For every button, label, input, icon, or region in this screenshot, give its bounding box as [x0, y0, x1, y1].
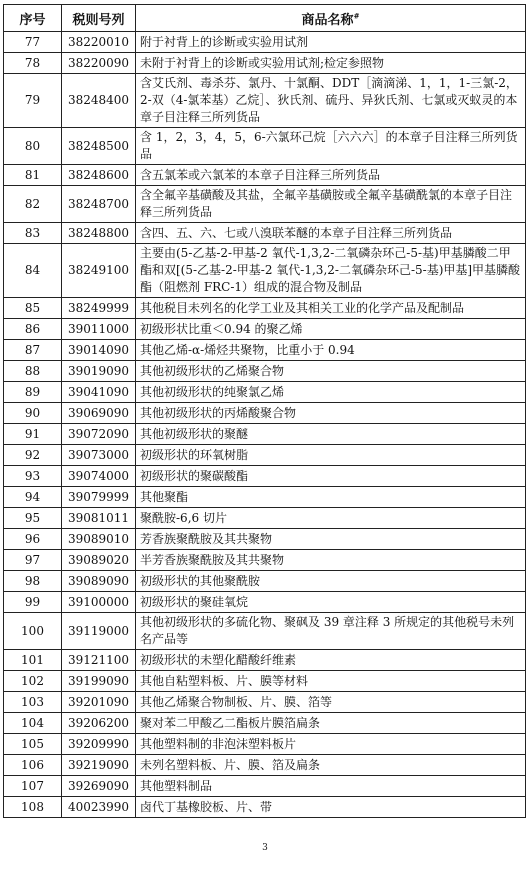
- name-cell: 其他初级形状的聚醚: [136, 424, 526, 445]
- header-row: [4, 5, 526, 32]
- seq-cell: 106: [4, 755, 62, 776]
- code-cell: 39219090: [62, 755, 136, 776]
- name-cell: 主要由(5-乙基-2-甲基-2 氧代-1,3,2-二氧磷杂环己-5-基)甲基膦酸二甲酯和双[(5-乙基-2-甲基-2 氧代-1,3,2-二氧磷杂环己-5-基)甲基]甲基膦酸酯（阻燃剂 FRC-1）组成的混合物及制品: [136, 244, 526, 298]
- name-cell: 其他初级形状的纯聚氯乙烯: [136, 382, 526, 403]
- code-cell: 38220010: [62, 32, 136, 53]
- table-row: [4, 755, 526, 776]
- table-row: [4, 734, 526, 755]
- table-row: [4, 32, 526, 53]
- name-cell: 含艾氏剂、毒杀芬、氯丹、十氯酮、DDT［滴滴涕、1，1，1-三氯-2，2-双（4-氯苯基）乙烷］、狄氏剂、硫丹、异狄氏剂、七氯或灭蚁灵的本章子目注释三所列货品: [136, 74, 526, 128]
- name-cell: 其他塑料制品: [136, 776, 526, 797]
- header-name-label: 商品名称: [301, 12, 354, 28]
- code-cell: 39074000: [62, 466, 136, 487]
- seq-cell: 97: [4, 550, 62, 571]
- code-cell: 38220090: [62, 53, 136, 74]
- table-body: [4, 32, 526, 818]
- code-cell: 39121100: [62, 650, 136, 671]
- seq-cell: 79: [4, 74, 62, 128]
- code-cell: 39041090: [62, 382, 136, 403]
- table-row: [4, 128, 526, 165]
- table-row: [4, 550, 526, 571]
- seq-cell: 102: [4, 671, 62, 692]
- code-cell: 38249100: [62, 244, 136, 298]
- table-row: [4, 445, 526, 466]
- seq-cell: 78: [4, 53, 62, 74]
- table-row: [4, 223, 526, 244]
- seq-cell: 96: [4, 529, 62, 550]
- seq-cell: 85: [4, 298, 62, 319]
- name-cell: 聚对苯二甲酸乙二酯板片膜箔扁条: [136, 713, 526, 734]
- seq-cell: 84: [4, 244, 62, 298]
- name-cell: 其他乙烯-α-烯烃共聚物，比重小于 0.94: [136, 340, 526, 361]
- table-row: [4, 424, 526, 445]
- name-cell: 芳香族聚酰胺及其共聚物: [136, 529, 526, 550]
- table-row: [4, 403, 526, 424]
- name-cell: 其他自粘塑料板、片、膜等材料: [136, 671, 526, 692]
- table-row: [4, 592, 526, 613]
- code-cell: 39089010: [62, 529, 136, 550]
- code-cell: 38248400: [62, 74, 136, 128]
- seq-cell: 83: [4, 223, 62, 244]
- seq-cell: 98: [4, 571, 62, 592]
- code-cell: 39089020: [62, 550, 136, 571]
- name-cell: 其他税目未列名的化学工业及其相关工业的化学产品及配制品: [136, 298, 526, 319]
- table-row: [4, 382, 526, 403]
- seq-cell: 93: [4, 466, 62, 487]
- code-cell: 39019090: [62, 361, 136, 382]
- code-cell: 39199090: [62, 671, 136, 692]
- code-cell: 39119000: [62, 613, 136, 650]
- table-row: [4, 244, 526, 298]
- table-row: [4, 165, 526, 186]
- code-cell: 39069090: [62, 403, 136, 424]
- table-row: [4, 74, 526, 128]
- header-seq: 序号: [4, 5, 62, 32]
- name-cell: 半芳香族聚酰胺及其共聚物: [136, 550, 526, 571]
- code-cell: 38248700: [62, 186, 136, 223]
- table-row: [4, 319, 526, 340]
- table-row: [4, 671, 526, 692]
- table-row: [4, 466, 526, 487]
- table-row: [4, 571, 526, 592]
- name-cell: 初级形状的环氧树脂: [136, 445, 526, 466]
- table-row: [4, 713, 526, 734]
- seq-cell: 101: [4, 650, 62, 671]
- seq-cell: 88: [4, 361, 62, 382]
- seq-cell: 90: [4, 403, 62, 424]
- code-cell: 38248800: [62, 223, 136, 244]
- name-cell: 未列名塑料板、片、膜、箔及扁条: [136, 755, 526, 776]
- code-cell: 39201090: [62, 692, 136, 713]
- code-cell: 39073000: [62, 445, 136, 466]
- code-cell: 39100000: [62, 592, 136, 613]
- name-cell: 其他初级形状的多硫化物、聚砜及 39 章注释 3 所规定的其他税号未列名产品等: [136, 613, 526, 650]
- code-cell: 39011000: [62, 319, 136, 340]
- page-number: 3: [262, 843, 268, 853]
- goods-table: [3, 4, 526, 818]
- name-cell: 其他乙烯聚合物制板、片、膜、箔等: [136, 692, 526, 713]
- table-row: [4, 487, 526, 508]
- name-cell: 未附于衬背上的诊断或实验用试剂;检定参照物: [136, 53, 526, 74]
- name-cell: 初级形状的其他聚酰胺: [136, 571, 526, 592]
- code-cell: 38248500: [62, 128, 136, 165]
- table-row: [4, 508, 526, 529]
- code-cell: 39014090: [62, 340, 136, 361]
- seq-cell: 107: [4, 776, 62, 797]
- table-row: [4, 340, 526, 361]
- code-cell: 38249999: [62, 298, 136, 319]
- code-cell: 38248600: [62, 165, 136, 186]
- code-cell: 39079999: [62, 487, 136, 508]
- header-name: [136, 5, 526, 32]
- seq-cell: 94: [4, 487, 62, 508]
- table-row: [4, 650, 526, 671]
- name-cell: 含四、五、六、七或八溴联苯醚的本章子目注释三所列货品: [136, 223, 526, 244]
- name-cell: 初级形状的未塑化醋酸纤维素: [136, 650, 526, 671]
- name-cell: 其他聚酯: [136, 487, 526, 508]
- seq-cell: 80: [4, 128, 62, 165]
- name-cell: 其他塑料制的非泡沫塑料板片: [136, 734, 526, 755]
- seq-cell: 99: [4, 592, 62, 613]
- name-cell: 含 1，2，3，4，5，6-六氯环己烷［六六六］的本章子目注释三所列货品: [136, 128, 526, 165]
- seq-cell: 103: [4, 692, 62, 713]
- seq-cell: 105: [4, 734, 62, 755]
- table-row: [4, 797, 526, 818]
- name-cell: 初级形状的聚碳酸酯: [136, 466, 526, 487]
- code-cell: 39209990: [62, 734, 136, 755]
- code-cell: 39206200: [62, 713, 136, 734]
- seq-cell: 77: [4, 32, 62, 53]
- name-cell: 初级形状的聚硅氧烷: [136, 592, 526, 613]
- table-row: [4, 692, 526, 713]
- header-code: 税则号列: [62, 5, 136, 32]
- seq-cell: 91: [4, 424, 62, 445]
- table-row: [4, 776, 526, 797]
- seq-cell: 81: [4, 165, 62, 186]
- seq-cell: 108: [4, 797, 62, 818]
- code-cell: 39089090: [62, 571, 136, 592]
- seq-cell: 95: [4, 508, 62, 529]
- seq-cell: 86: [4, 319, 62, 340]
- code-cell: 40023990: [62, 797, 136, 818]
- name-cell: 附于衬背上的诊断或实验用试剂: [136, 32, 526, 53]
- seq-cell: 104: [4, 713, 62, 734]
- table-row: [4, 613, 526, 650]
- seq-cell: 87: [4, 340, 62, 361]
- name-cell: 聚酰胺-6,6 切片: [136, 508, 526, 529]
- table-row: [4, 298, 526, 319]
- name-cell: 初级形状比重＜0.94 的聚乙烯: [136, 319, 526, 340]
- code-cell: 39081011: [62, 508, 136, 529]
- seq-cell: 100: [4, 613, 62, 650]
- name-cell: 卤代丁基橡胶板、片、带: [136, 797, 526, 818]
- table-row: [4, 361, 526, 382]
- name-cell: 含全氟辛基磺酸及其盐，全氟辛基磺胺或全氟辛基磺酰氯的本章子目注释三所列货品: [136, 186, 526, 223]
- table-row: [4, 53, 526, 74]
- table-row: [4, 186, 526, 223]
- seq-cell: 82: [4, 186, 62, 223]
- code-cell: 39269090: [62, 776, 136, 797]
- code-cell: 39072090: [62, 424, 136, 445]
- name-cell: 其他初级形状的丙烯酸聚合物: [136, 403, 526, 424]
- header-name-note: #: [353, 11, 360, 21]
- table-row: [4, 529, 526, 550]
- seq-cell: 89: [4, 382, 62, 403]
- name-cell: 其他初级形状的乙烯聚合物: [136, 361, 526, 382]
- seq-cell: 92: [4, 445, 62, 466]
- name-cell: 含五氯苯或六氯苯的本章子目注释三所列货品: [136, 165, 526, 186]
